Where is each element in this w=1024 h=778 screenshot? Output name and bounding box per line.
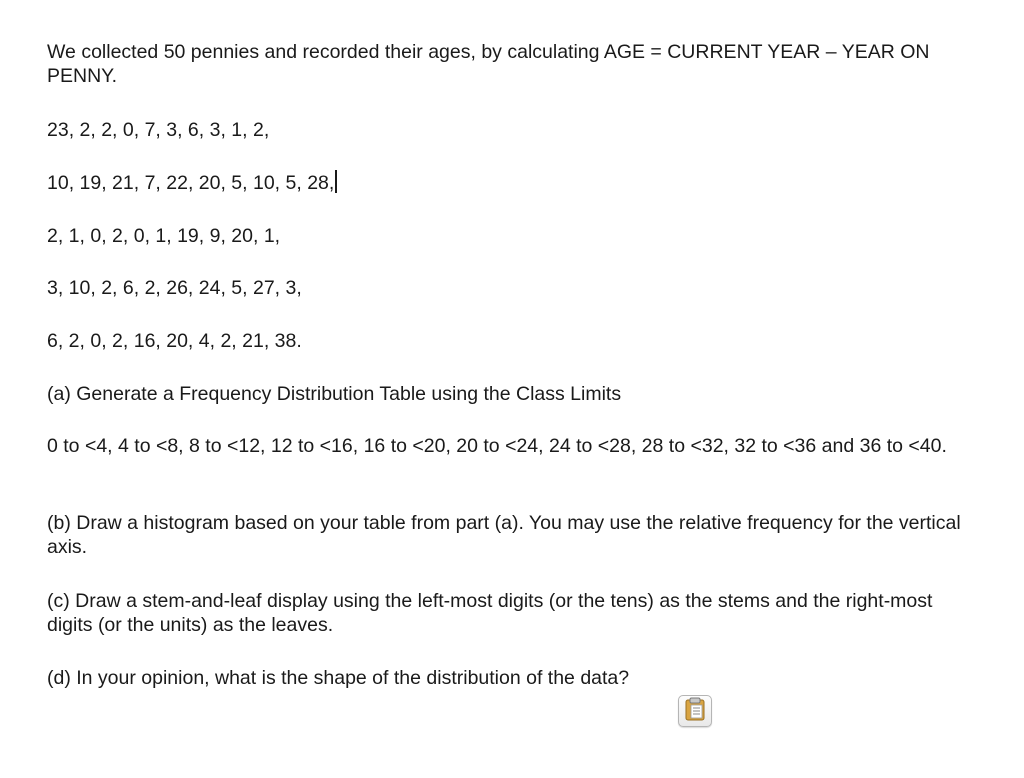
data-line-4: 3, 10, 2, 6, 2, 26, 24, 5, 27, 3, (47, 277, 302, 299)
part-a-question: (a) Generate a Frequency Distribution Table using the Class Limits (47, 383, 622, 405)
data-line-5: 6, 2, 0, 2, 16, 20, 4, 2, 21, 38. (47, 330, 302, 352)
data-line-1: 23, 2, 2, 0, 7, 3, 6, 3, 1, 2, (47, 119, 270, 141)
part-d-question: (d) In your opinion, what is the shape of the distribution of the data? (47, 667, 630, 689)
text-cursor (335, 170, 337, 193)
data-line-3: 2, 1, 0, 2, 0, 1, 19, 9, 20, 1, (47, 225, 281, 247)
part-b-question: (b) Draw a histogram based on your table from part (a). You may use the relative frequency for the vertical axis. (47, 512, 961, 558)
paste-options-button[interactable] (678, 695, 712, 727)
data-line-2 (47, 170, 337, 195)
part-c-question: (c) Draw a stem-and-leaf display using the left-most digits (or the tens) as the stems and the right-most digits (or the units) as the leaves. (47, 590, 933, 636)
clipboard-icon (684, 697, 706, 726)
intro-paragraph: We collected 50 pennies and recorded their ages, by calculating AGE = CURRENT YEAR – YEAR ON PENNY. (47, 41, 930, 87)
class-limits-text: 0 to <4, 4 to <8, 8 to <12, 12 to <16, 16 to <20, 20 to <24, 24 to <28, 28 to <32, 32 to <36 and 36 to <40. (47, 435, 947, 457)
data-line-2-text: 10, 19, 21, 7, 22, 20, 5, 10, 5, 28, (47, 172, 335, 194)
